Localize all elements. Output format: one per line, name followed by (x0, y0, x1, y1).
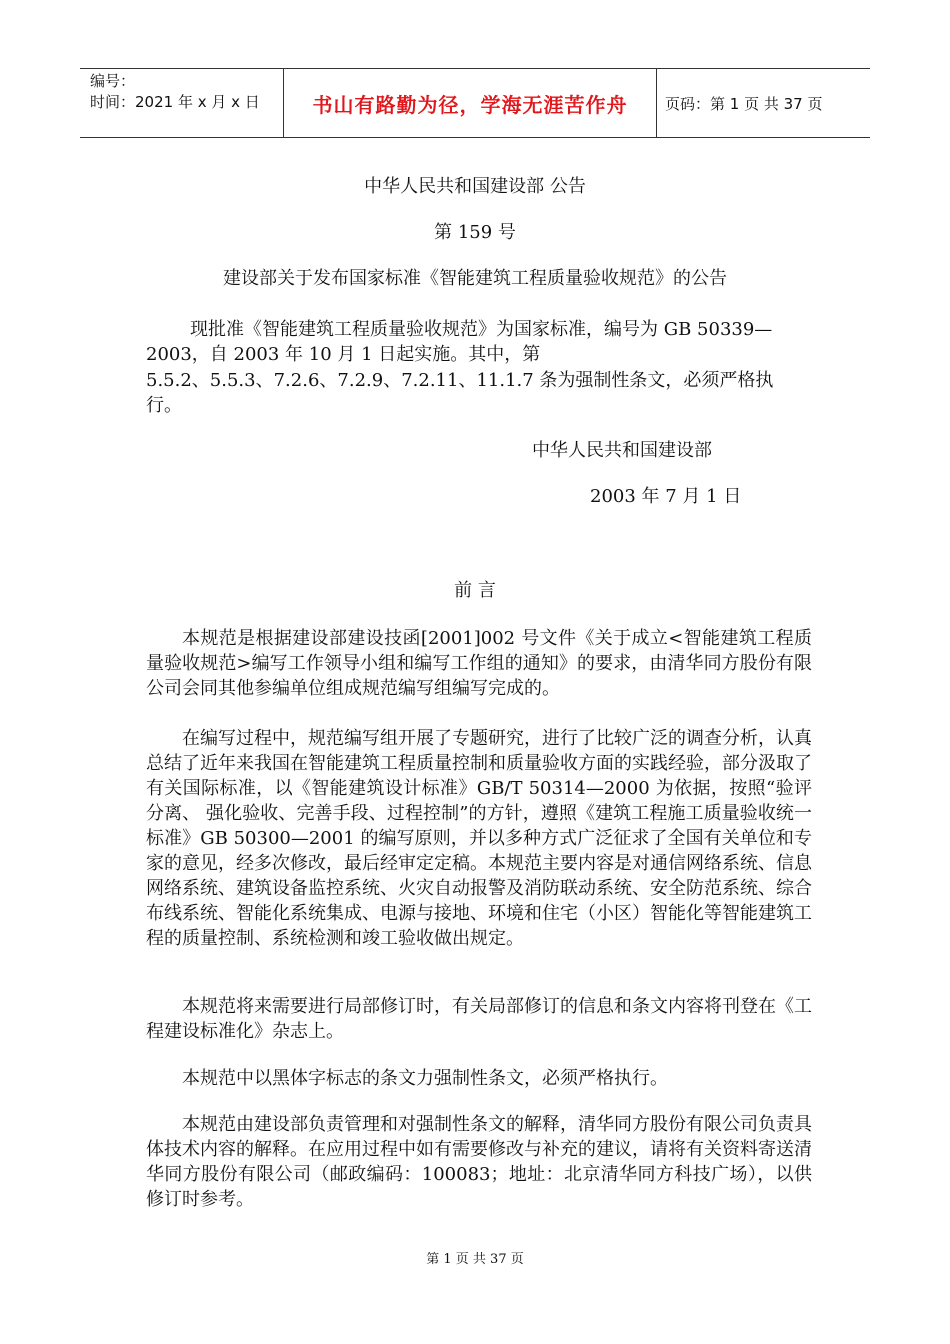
page-footer: 第 1 页 共 37 页 (426, 1252, 524, 1267)
header-motto-cell (283, 69, 657, 137)
preface-paragraph-5: 本规范由建设部负责管理和对强制性条文的解释，清华同方股份有限公司负责具体技术内容的解释。在应用过程中如有需要修改与补充的建议，请将有关资料寄送清华同方股份有限公司（邮政编码：100083；地址：北京清华同方科技广场），以供修订时参考。 (146, 1114, 812, 1210)
announcement-subject: 建设部关于发布国家标准《智能建筑工程质量验收规范》的公告 (223, 268, 727, 289)
motto: 书山有路勤为径，学海无涯苦作舟 (312, 92, 628, 117)
announcement-body-line3: 5.5.2、5.5.3、7.2.6、7.2.9、7.2.11、11.1.7 条为强制性条文，必须严格执 (146, 370, 774, 391)
announcement-body-line4: 行。 (146, 395, 182, 416)
announcement-date: 2003 年 7 月 1 日 (590, 486, 742, 507)
announcement-signature: 中华人民共和国建设部 (532, 440, 712, 461)
time-line: 时间：2021 年 x 月 x 日 (90, 93, 260, 111)
document-header (80, 68, 870, 138)
preface-paragraph-2: 在编写过程中，规范编写组开展了专题研究，进行了比较广泛的调查分析，认真总结了近年来我国在智能建筑工程质量控制和质量验收方面的实践经验，部分汲取了有关国际标准，以《智能建筑设计标准》GB/T 50314—2000 为依据，按照“验评分离、 强化验收、完善手段、过程控制”的方针，遵照《建筑工程施工质量验收统一标准》GB 50300—2001 的编写原则，并以多种方式广泛征求了全国有关单位和专家的意见，经多次修改，最后经审定定稿。本规范主要内容是对通信网络系统、信息网络系统、建筑设备监控系统、火灾自动报警及消防联动系统、安全防范系统、综合布线系统、智能化系统集成、电源与接地、环境和住宅（小区）智能化等智能建筑工程的质量控制、系统检测和竣工验收做出规定。 (146, 728, 812, 949)
header-page-info (657, 69, 870, 137)
announcement-number: 第 159 号 (434, 222, 516, 243)
preface-paragraph-4: 本规范中以黑体字标志的条文力强制性条文，必须严格执行。 (182, 1068, 668, 1089)
preface-heading: 前 言 (454, 580, 496, 601)
preface-paragraph-3: 本规范将来需要进行局部修订时，有关局部修订的信息和条文内容将刊登在《工程建设标准化》杂志上。 (146, 996, 812, 1042)
announcement-issuer: 中华人民共和国建设部 公告 (364, 176, 586, 197)
preface-paragraph-1: 本规范是根据建设部建设技函[2001]002 号文件《关于成立<智能建筑工程质量验收规范>编写工作领导小组和编写工作组的通知》的要求，由清华同方股份有限公司会同其他参编单位组成规范编写组编写完成的。 (146, 628, 812, 699)
announcement-body-line1: 现批准《智能建筑工程质量验收规范》为国家标准，编号为 GB 50339— (190, 319, 773, 340)
announcement-body-line2: 2003，自 2003 年 10 月 1 日起实施。其中，第 (146, 344, 541, 365)
page-info: 页码：第 1 页 共 37 页 (665, 94, 823, 113)
doc-number-label: 编号： (90, 72, 136, 90)
header-meta (80, 69, 283, 137)
